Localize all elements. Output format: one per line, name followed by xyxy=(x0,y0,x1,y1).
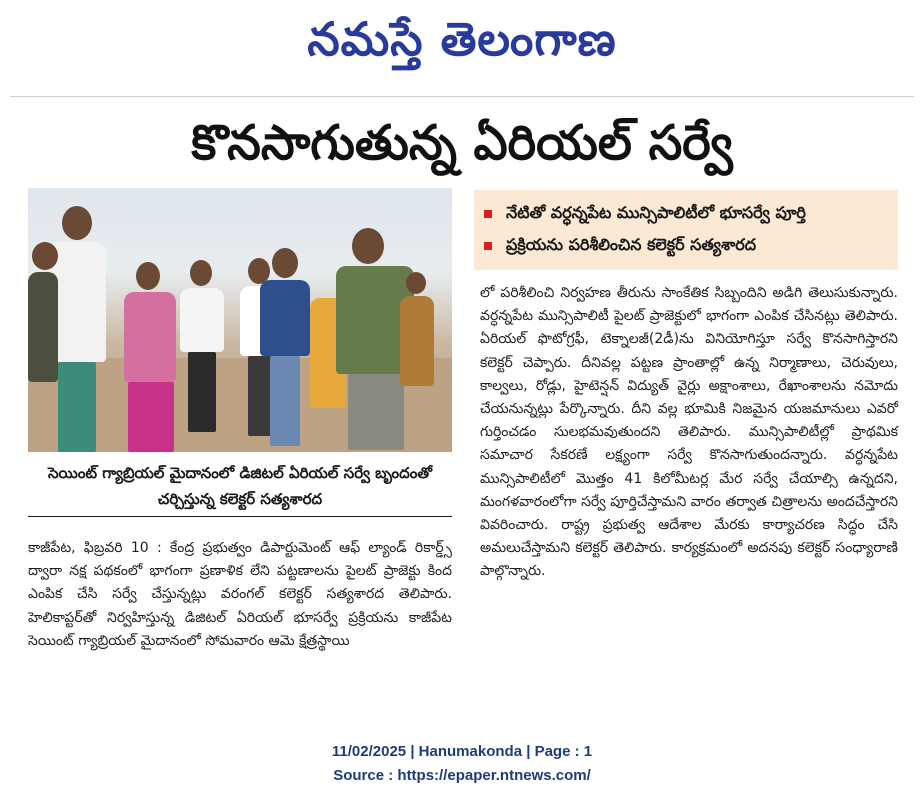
highlight-text: నేటితో వర్ధన్నపేట మున్సిపాలిటీలో భూసర్వే పూర్తి xyxy=(506,202,806,222)
article-text: లో పరిశీలించి నిర్వహణ తీరును సాంకేతిక సిబ్బందిని అడిగి తెలుసుకున్నారు. వర్ధన్నపేట మున్సిపాలిటీ పైలట్ ప్రాజెక్టులో భాగంగా ఎంపిక చేసినట్లు తెలిపారు. ఏరియల్ ఫొటోగ్రఫీ, టెక్నాలజీ(2డీ)ను వినియోగిస్తూ సర్వే కొనసాగిస్తారని కలెక్టర్ చెప్పారు. దీనివల్ల పట్టణ ప్రాంతాల్లో ఉన్న నిర్మాణాలు, చెరువులు, కాల్వలు, రోడ్లు, హైటెన్షన్ విద్యుత్ వైర్లు అక్షాంశాలు, రేఖాంశాలను నమోదు చేయనున్నట్లు పేర్కొన్నారు. దీని వల్ల భూమికి నిజమైన యజమానులు ఎవరో గుర్తించడం సులభమవుతుందని తెలిపారు. మున్సిపాలిటీల్లో ప్రాథమిక సమాచార సేకరణే లక్ష్యంగా సర్వే కొనసాగుతుందన్నారు. వర్ధన్నపేట మున్సిపాలిటీలో మొత్తం 41 కిలోమీటర్ల మేర సర్వే చేయాల్సి ఉన్నదని, మంగళవారంలోగా సర్వే పూర్తిచేస్తామని వారం తర్వాత చిత్రాలను అందచేస్తారని వివరించారు. రాష్ట్ర ప్రభుత్వ ఆదేశాల మేరకు కార్యాచరణ సిద్ధం చేసి అమలుచేస్తామని కలెక్టర్ తెలిపారు. కార్యక్రమంలో అదనపు కలెక్టర్ సంధ్యారాణి పాల్గొన్నారు. xyxy=(480,285,898,580)
footer-dateline: 11/02/2025 | Hanumakonda | Page : 1 xyxy=(331,743,593,760)
photo-caption: సెయింట్ గ్యాబ్రియల్ మైదానంలో డిజిటల్ ఏరియల్ సర్వే బృందంతో చర్చిస్తున్న కలెక్టర్ సత్యశారద xyxy=(28,460,452,517)
highlight-text: ప్రక్రియను పరిశీలించిన కలెక్టర్ సత్యశారద xyxy=(506,234,757,254)
highlights-box xyxy=(474,190,898,270)
article-text: కాజీపేట, ఫిబ్రవరి 10 : కేంద్ర ప్రభుత్వం డిపార్టుమెంట్ ఆఫ్ ల్యాండ్ రికార్డ్స్ ద్వారా నక్ష పథకంలో భాగంగా ప్రణాళిక లేని పట్టణాలను పైలట్ ప్రాజెక్టు కింద ఎంపిక చేసి సర్వే చేస్తున్నట్లు వరంగల్ కలెక్టర్ సత్యశారద తెలిపారు. హెలికాప్టర్‌తో నిర్వహిస్తున్న డిజిటల్ ఏరియల్ భూసర్వే ప్రక్రియను కాజీపేట సెయింట్ గ్యాబ్రియల్ మైదానంలో సోమవారం ఆమె క్షేత్రస్థాయి xyxy=(28,540,452,649)
masthead-divider xyxy=(10,96,914,97)
news-photo xyxy=(28,188,452,452)
footer-source: Source : https://epaper.ntnews.com/ xyxy=(333,767,591,784)
masthead: నమస్తే తెలంగాణ xyxy=(307,12,617,66)
article-left-column xyxy=(28,537,452,653)
highlight-item xyxy=(484,230,888,262)
headline: కొనసాగుతున్న ఏరియల్ సర్వే xyxy=(191,115,733,171)
article-right-column xyxy=(480,282,898,584)
bullet-icon xyxy=(484,242,492,250)
highlight-item xyxy=(484,198,888,230)
footer xyxy=(0,740,924,788)
bullet-icon xyxy=(484,210,492,218)
